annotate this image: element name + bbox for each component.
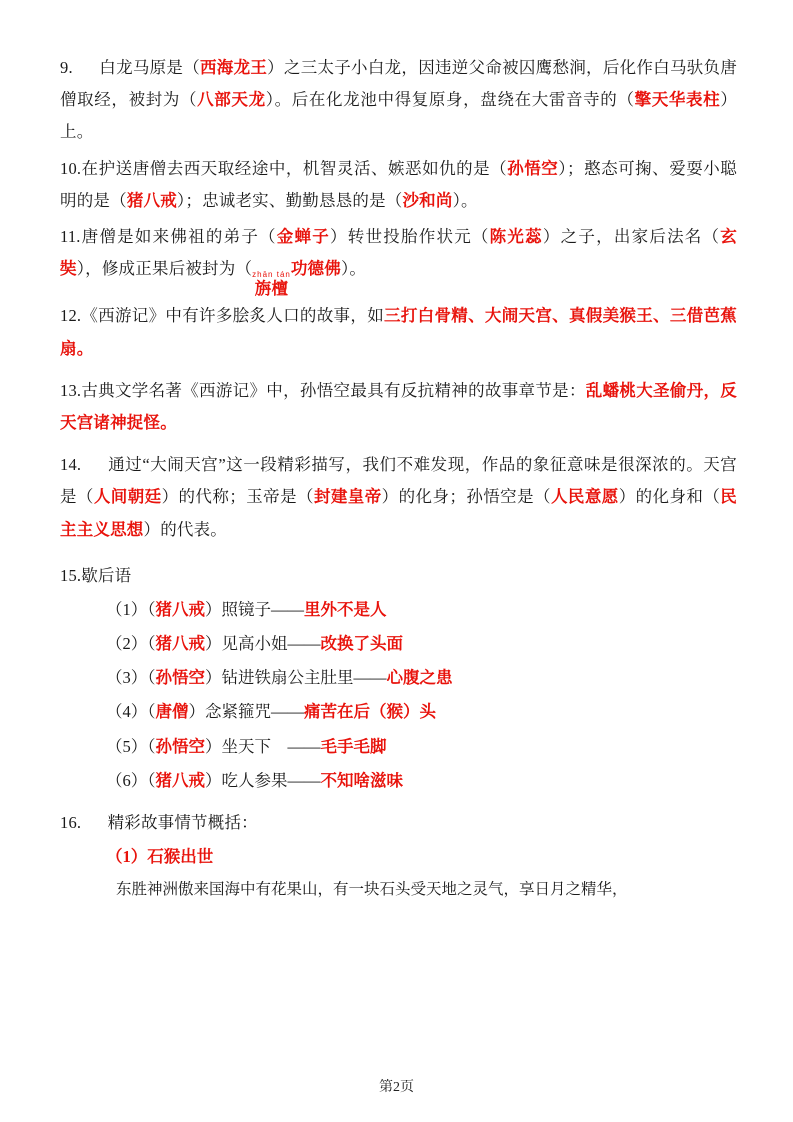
question-9-part-4: ）上。 xyxy=(60,90,738,142)
xiehouyu-3-label: （3）（ xyxy=(106,668,156,688)
question-15-heading xyxy=(60,560,737,592)
list-item xyxy=(60,765,737,797)
question-15 xyxy=(60,560,737,797)
pinyin-annotation: zhān tán xyxy=(252,270,291,280)
question-9-answer-1: 西海龙王 xyxy=(200,58,268,77)
xiehouyu-2-answer: 猪八戒 xyxy=(155,634,205,654)
question-10-part-1: 在护送唐僧去西天取经途中，机智灵活、嫉恶如仇的是（ xyxy=(81,158,508,178)
question-9-part-2: ）之三太子小白龙，因违逆父命被囚鹰愁涧，后化作白马驮负唐僧取经，被封为（ xyxy=(60,58,738,110)
xiehouyu-1-mid: ）照镜子—— xyxy=(205,599,304,619)
xiehouyu-4-label: （4）（ xyxy=(106,702,156,722)
question-14-part-5: ）的代表。 xyxy=(143,519,227,539)
question-9-answer-3: 擎天华表柱 xyxy=(634,90,721,110)
list-item xyxy=(60,662,737,694)
question-10-answer-1: 孙悟空 xyxy=(507,158,559,178)
question-11-answer-1: 金蝉子 xyxy=(276,226,331,246)
xiehouyu-1-result: 里外不是人 xyxy=(304,599,387,619)
xiehouyu-1-label: （1）（ xyxy=(106,599,156,619)
xiehouyu-2-mid: ）见高小姐—— xyxy=(205,634,321,654)
question-13-number: 13. xyxy=(60,380,82,400)
page-footer: 第2页 xyxy=(379,1080,414,1095)
xiehouyu-3-mid: ）钻进铁扇公主肚里—— xyxy=(205,668,387,688)
question-14-answer-3: 人民意愿 xyxy=(550,487,619,507)
question-12-part-1: 《西游记》中有许多脍炙人口的故事，如 xyxy=(81,306,385,326)
question-13-part-1: 古典文学名著《西游记》中，孙悟空最具有反抗精神的故事章节是： xyxy=(81,380,586,400)
question-11-answer-4-prefix: 旃檀 xyxy=(254,279,289,299)
question-11-part-1: 唐僧是如来佛祖的弟子（ xyxy=(80,226,277,246)
question-12-number: 12. xyxy=(60,306,82,326)
question-10-answer-2: 猪八戒 xyxy=(126,190,177,210)
question-11-part-5: ）。 xyxy=(340,259,367,279)
question-12-part-2: 。 xyxy=(76,338,94,358)
question-14-part-1: 通过“大闹天宫”这一段精彩描写，我们不难发现，作品的象征意味是很深浓的。天宫是（ xyxy=(60,455,738,507)
question-11-answer-2: 陈光蕊 xyxy=(489,226,543,246)
xiehouyu-6-answer: 猪八戒 xyxy=(155,770,205,790)
question-11-answer-3: 玄奘 xyxy=(60,226,737,279)
question-14-part-4: ）的化身和（ xyxy=(618,487,721,507)
question-13-text xyxy=(60,375,737,439)
list-item xyxy=(60,696,737,728)
question-9 xyxy=(60,52,737,149)
question-10-answer-3: 沙和尚 xyxy=(402,190,453,210)
question-14-part-3: ）的化身；孙悟空是（ xyxy=(381,487,551,507)
question-14-text xyxy=(60,449,737,546)
xiehouyu-5-mid: ）坐天下 —— xyxy=(205,736,321,756)
list-item xyxy=(60,628,737,660)
xiehouyu-4-answer: 唐僧 xyxy=(155,702,189,722)
question-11-answer-4-rest: 功德佛 xyxy=(290,259,341,279)
question-16-number: 16. xyxy=(60,812,82,832)
question-10 xyxy=(60,153,737,217)
question-9-number: 9. xyxy=(60,58,73,77)
question-13-part-2: 。 xyxy=(160,412,177,432)
xiehouyu-6-result: 不知啥滋味 xyxy=(320,770,403,790)
xiehouyu-5-label: （5）（ xyxy=(106,736,156,756)
list-item xyxy=(60,731,737,763)
question-11-answer-4-ruby xyxy=(252,256,291,299)
question-12-text xyxy=(60,300,737,364)
xiehouyu-4-mid: ）念紧箍咒—— xyxy=(188,702,304,722)
question-13 xyxy=(60,375,737,439)
xiehouyu-6-mid: ）吃人参果—— xyxy=(205,770,321,790)
xiehouyu-2-result: 改换了头面 xyxy=(320,634,403,654)
question-15-number: 15. xyxy=(60,565,82,585)
question-16-sub-1 xyxy=(60,841,737,873)
question-14-number: 14. xyxy=(60,455,82,475)
question-14-answer-1: 人间朝廷 xyxy=(93,487,162,507)
question-11-part-2: ）转世投胎作状元（ xyxy=(330,226,490,246)
question-10-text xyxy=(60,153,737,217)
question-16-sub-1-label: （1） xyxy=(106,847,148,867)
question-10-part-3: ）；忠诚老实、勤勤恳恳的是（ xyxy=(176,190,403,210)
question-11-number: 11. xyxy=(60,226,81,246)
question-11-text xyxy=(60,221,737,297)
question-12 xyxy=(60,300,737,364)
question-12-answer-1: 三打白骨精、大闹天宫、真假美猴王、三借芭蕉扇 xyxy=(60,306,737,358)
xiehouyu-5-result: 毛手毛脚 xyxy=(320,736,387,756)
xiehouyu-6-label: （6）（ xyxy=(106,770,156,790)
xiehouyu-3-result: 心腹之患 xyxy=(386,668,453,688)
question-11 xyxy=(60,221,737,297)
question-16-title: 精彩故事情节概括： xyxy=(107,812,258,832)
question-16 xyxy=(60,807,737,906)
list-item xyxy=(60,594,737,626)
question-10-number: 10. xyxy=(60,158,82,178)
question-10-part-2: ）；憨态可掬、爱耍小聪明的是（ xyxy=(60,158,737,210)
question-10-part-4: ）。 xyxy=(452,190,478,210)
question-16-paragraph-1: 东胜神洲傲来国海中有花果山，有一块石头受天地之灵气，享日月之精华， xyxy=(116,881,628,899)
xiehouyu-3-answer: 孙悟空 xyxy=(155,668,205,688)
question-11-part-4: ），修成正果后被封为（ xyxy=(76,259,253,279)
question-15-title: 歇后语 xyxy=(81,565,132,585)
question-14-answer-4: 民主主义思想 xyxy=(60,487,737,539)
question-14-answer-2: 封建皇帝 xyxy=(313,487,382,507)
xiehouyu-2-label: （2）（ xyxy=(106,634,156,654)
xiehouyu-1-answer: 猪八戒 xyxy=(155,599,205,619)
question-11-part-3: ）之子，出家后法名（ xyxy=(542,226,721,246)
question-13-answer-1: 乱蟠桃大圣偷丹，反天宫诸神捉怪 xyxy=(60,380,737,432)
question-9-part-1: 白龙马原是（ xyxy=(99,58,200,77)
xiehouyu-4-result: 痛苦在后（猴）头 xyxy=(304,702,436,722)
question-9-part-3: ）。后在化龙池中得复原身，盘绕在大雷音寺的（ xyxy=(265,90,635,110)
xiehouyu-5-answer: 孙悟空 xyxy=(155,736,205,756)
question-14-part-2: ）的代称；玉帝是（ xyxy=(161,487,314,507)
question-9-text xyxy=(60,52,737,149)
question-16-heading xyxy=(60,807,737,839)
question-9-answer-2: 八部天龙 xyxy=(197,90,266,110)
question-16-sub-1-title: 石猴出世 xyxy=(147,847,214,867)
question-14 xyxy=(60,449,737,546)
